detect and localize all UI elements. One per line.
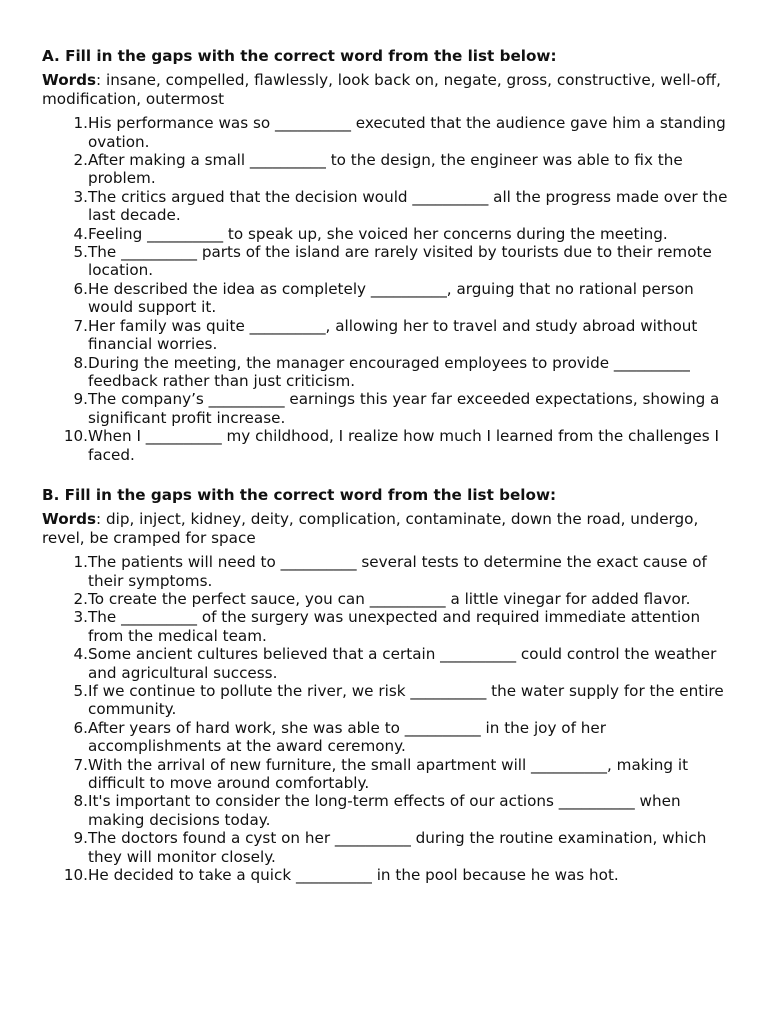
question-text: The __________ of the surgery was unexpected and required immediate attention from the medical team. xyxy=(88,608,701,645)
question-item xyxy=(42,829,728,866)
section-a xyxy=(42,47,728,464)
question-number: 1. xyxy=(73,114,88,133)
question-number: 9. xyxy=(73,829,88,848)
question-number: 7. xyxy=(73,316,88,335)
question-item xyxy=(42,553,728,590)
question-number: 5. xyxy=(73,243,88,262)
question-item xyxy=(42,151,728,188)
question-item xyxy=(42,866,728,884)
section-b xyxy=(42,486,728,885)
question-text: The doctors found a cyst on her __________ during the routine examination, which they will monitor closely. xyxy=(88,829,707,866)
question-item xyxy=(42,719,728,756)
question-item xyxy=(42,114,728,151)
question-number: 6. xyxy=(73,718,88,737)
question-item xyxy=(42,390,728,427)
question-number: 8. xyxy=(73,353,88,372)
section-b-words-label: Words xyxy=(42,510,97,529)
question-text: He described the idea as completely __________, arguing that no rational person would support it. xyxy=(88,279,694,317)
question-item xyxy=(42,792,728,829)
question-text: The patients will need to __________ several tests to determine the exact cause of their symptoms. xyxy=(88,553,707,590)
section-b-question-list xyxy=(42,553,728,884)
question-item xyxy=(42,243,728,280)
question-number: 5. xyxy=(73,682,88,700)
question-item xyxy=(42,225,728,243)
question-number: 6. xyxy=(73,279,88,298)
section-a-question-list xyxy=(42,114,728,464)
question-item xyxy=(42,608,728,645)
question-item xyxy=(42,756,728,793)
question-number: 10. xyxy=(63,866,88,885)
question-text: After years of hard work, she was able to __________ in the joy of her accomplishments at the award ceremony. xyxy=(88,718,606,756)
question-text: Her family was quite __________, allowing her to travel and study abroad without financial worries. xyxy=(88,316,698,354)
question-number: 2. xyxy=(73,151,88,170)
question-item xyxy=(42,590,728,608)
question-text: It's important to consider the long-term effects of our actions __________ when making decisions today. xyxy=(88,792,681,829)
question-text: The critics argued that the decision would __________ all the progress made over the last decade. xyxy=(88,187,728,225)
section-a-words-text: : insane, compelled, flawlessly, look back on, negate, gross, constructive, well-off, modification, outermost xyxy=(42,71,721,108)
question-item xyxy=(42,280,728,317)
question-item xyxy=(42,354,728,391)
question-item xyxy=(42,317,728,354)
question-text: The company’s __________ earnings this year far exceeded expectations, showing a significant profit increase. xyxy=(88,390,720,427)
question-text: To create the perfect sauce, you can __________ a little vinegar for added flavor. xyxy=(88,589,691,608)
question-text: After making a small __________ to the design, the engineer was able to fix the problem. xyxy=(88,151,683,188)
question-number: 2. xyxy=(73,589,88,608)
question-text: His performance was so __________ executed that the audience gave him a standing ovation. xyxy=(88,114,726,151)
question-item xyxy=(42,188,728,225)
question-number: 4. xyxy=(73,645,88,664)
question-text: When I __________ my childhood, I realize how much I learned from the challenges I faced. xyxy=(88,427,719,464)
question-text: During the meeting, the manager encouraged employees to provide __________ feedback rather than just criticism. xyxy=(88,353,690,390)
question-text: The __________ parts of the island are rarely visited by tourists due to their remote location. xyxy=(88,243,712,280)
question-text: If we continue to pollute the river, we risk __________ the water supply for the entire community. xyxy=(88,682,724,719)
question-number: 3. xyxy=(73,187,88,206)
question-number: 9. xyxy=(73,390,88,409)
section-a-heading: A. Fill in the gaps with the correct word from the list below: xyxy=(42,47,557,65)
question-number: 8. xyxy=(73,792,88,811)
section-b-word-list xyxy=(42,510,728,547)
question-item xyxy=(42,645,728,682)
question-number: 3. xyxy=(73,608,88,627)
question-number: 10. xyxy=(63,427,88,446)
section-b-heading: B. Fill in the gaps with the correct word from the list below: xyxy=(42,485,557,504)
question-text: He decided to take a quick __________ in the pool because he was hot. xyxy=(88,866,619,885)
question-text: Some ancient cultures believed that a certain __________ could control the weather and agricultural success. xyxy=(88,645,717,682)
question-item xyxy=(42,682,728,719)
section-a-word-list xyxy=(42,71,728,108)
section-b-words-text: : dip, inject, kidney, deity, complication, contaminate, down the road, undergo, revel, be cramped for space xyxy=(42,510,699,547)
question-number: 1. xyxy=(73,553,88,572)
question-number: 7. xyxy=(73,755,88,774)
question-number: 4. xyxy=(73,224,88,243)
section-a-words-label: Words xyxy=(42,71,97,90)
question-text: Feeling __________ to speak up, she voiced her concerns during the meeting. xyxy=(88,224,668,243)
question-text: With the arrival of new furniture, the small apartment will __________, making it difficult to move around comfortably. xyxy=(88,755,689,793)
question-item xyxy=(42,427,728,464)
